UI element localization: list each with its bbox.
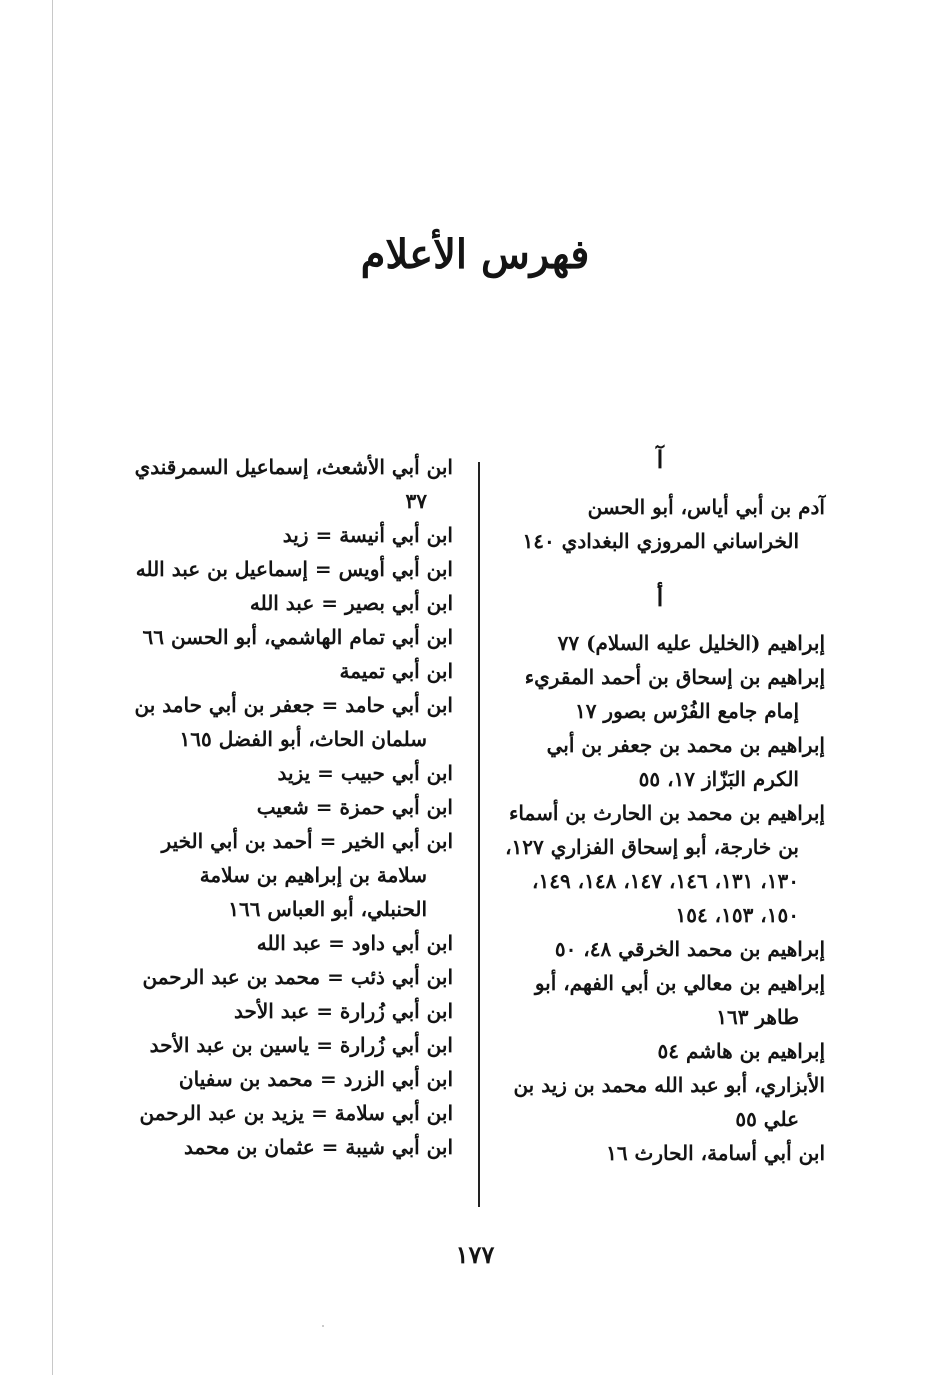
index-entry: إبراهيم (الخليل عليه السلام) ٧٧ [557, 631, 825, 655]
index-entry: ابن أبي شيبة = عثمان بن محمد [183, 1135, 453, 1159]
index-entry: ابن أبي زُرارة = ياسين بن عبد الأحد [149, 1033, 453, 1057]
index-entry: ابن أبي الزرد = محمد بن سفيان [178, 1067, 453, 1091]
index-entry: ابن أبي سلامة = يزيد بن عبد الرحمن [139, 1101, 453, 1125]
index-entry: إبراهيم بن محمد بن الحارث بن أسماء بن خارجة، أبو إسحاق الفزاري ١٢٧، ١٣٠، ١٣١، ١٤٦، ١٤٧، ١٤٨، ١٤٩، ١٥٠، ١٥٣، ١٥٤ [505, 801, 825, 927]
index-entry: إبراهيم بن إسحاق بن أحمد المقريء إمام جامع الفُرْس بصور ١٧ [524, 665, 825, 723]
page-binding-line [52, 0, 53, 1375]
index-entry: ابن أبي حامد = جعفر بن أبي حامد بن سلمان الحاث، أبو الفضل ١٦٥ [134, 693, 453, 751]
index-entry: الأبزاري، أبو عبد الله محمد بن زيد بن علي ٥٥ [513, 1073, 825, 1131]
index-entry: آدم بن أبي أياس، أبو الحسن الخراساني المروزي البغدادي ١٤٠ [522, 495, 825, 553]
index-entry: إبراهيم بن محمد بن جعفر بن أبي الكرم البَزّاز ١٧، ٥٥ [546, 733, 825, 791]
section-letter-alef-hamza: أ [656, 583, 664, 612]
page-number: ١٧٧ [455, 1240, 495, 1269]
index-column-left [128, 450, 453, 1164]
index-entry: ابن أبي أويس = إسماعيل بن عبد الله [135, 557, 453, 581]
index-entry: إبراهيم بن محمد الخرقي ٤٨، ٥٠ [554, 937, 825, 961]
index-entry: ابن أبي حمزة = شعيب [256, 795, 453, 819]
index-entry: ابن أبي أنيسة = زيد [282, 523, 453, 547]
index-entry: إبراهيم بن هاشم ٥٤ [657, 1039, 825, 1063]
index-entry: ابن أبي زُرارة = عبد الأحد [233, 999, 453, 1023]
index-entry: ابن أبي تمام الهاشمي، أبو الحسن ٦٦ [142, 625, 453, 649]
index-entry: ابن أبي أسامة، الحارث ١٦ [606, 1141, 825, 1165]
scan-speck [322, 1325, 324, 1327]
section-letter-alef-madda: آ [656, 445, 664, 474]
index-column-right [495, 440, 825, 1170]
index-entry: ابن أبي بصير = عبد الله [249, 591, 453, 615]
index-entry: ابن أبي الخير = أحمد بن أبي الخير سلامة بن إبراهيم بن سلامة الحنبلي، أبو العباس ١٦٦ [161, 829, 453, 921]
index-entry: إبراهيم بن معالي بن أبي الفهم، أبو طاهر ١٦٣ [534, 971, 825, 1029]
index-entry: ابن أبي ذئب = محمد بن عبد الرحمن [142, 965, 453, 989]
index-entry: ابن أبي تميمة [339, 659, 453, 683]
index-entry: ابن أبي داود = عبد الله [256, 931, 453, 955]
page-title: فهرس الأعلام [360, 231, 590, 278]
column-divider [478, 462, 480, 1207]
index-entry: ابن أبي حبيب = يزيد [277, 761, 453, 785]
index-entry: ابن أبي الأشعث، إسماعيل السمرقندي ٣٧ [134, 455, 453, 513]
